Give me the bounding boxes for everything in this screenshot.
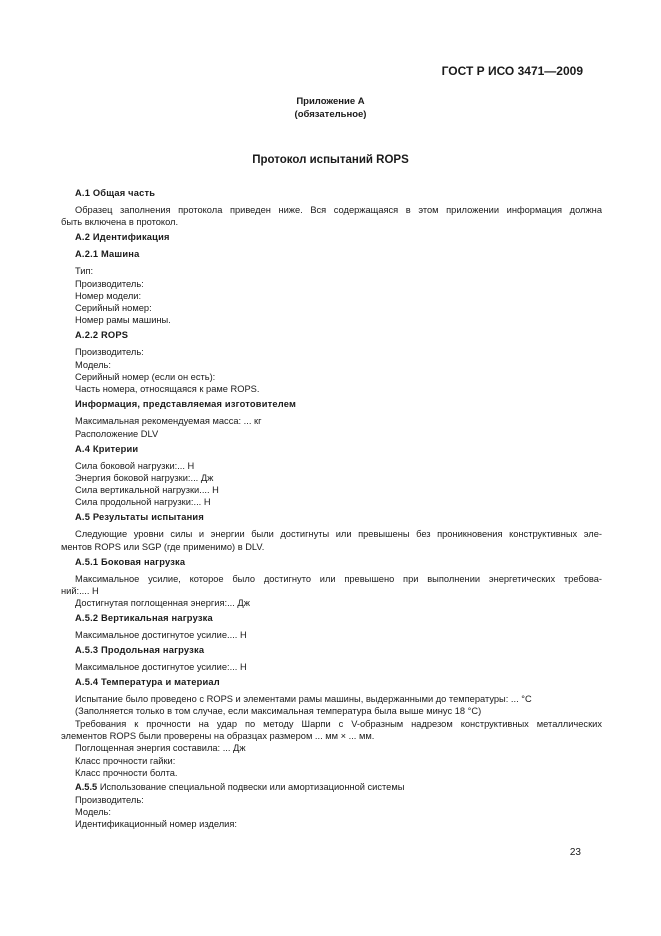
standard-designation: ГОСТ Р ИСО 3471—2009 bbox=[441, 64, 583, 78]
paragraph-continuation: ний:.... Н bbox=[61, 585, 99, 596]
appendix-heading bbox=[0, 95, 661, 121]
appendix-status: (обязательное) bbox=[294, 109, 367, 120]
section-heading: А.5 Результаты испытания bbox=[75, 512, 204, 523]
form-field-line: Производитель: bbox=[75, 278, 144, 289]
form-field-line: Сила продольной нагрузки:... Н bbox=[75, 497, 211, 508]
form-field-line: Модель: bbox=[75, 359, 111, 370]
form-field-line: Поглощенная энергия составила: ... Дж bbox=[75, 743, 246, 754]
section-heading: А.2.2 ROPS bbox=[75, 330, 129, 341]
paragraph-line: Образец заполнения протокола приведен ниже. Вся содержащаяся в этом приложении информация должна bbox=[75, 204, 602, 215]
form-field-line: Производитель: bbox=[75, 794, 144, 805]
form-field-line: Класс прочности гайки: bbox=[75, 755, 176, 766]
section-title: Использование специальной подвески или амортизационной системы bbox=[99, 781, 405, 792]
paragraph-continuation: элементов ROPS были проверены на образцах размером ... мм × ... мм. bbox=[61, 731, 375, 742]
section-heading: А.5.3 Продольная нагрузка bbox=[75, 645, 205, 656]
section-heading: А.5.1 Боковая нагрузка bbox=[75, 556, 186, 567]
section-heading: А.5.4 Температура и материал bbox=[75, 677, 220, 688]
section-heading: А.4 Критерии bbox=[75, 443, 139, 454]
paragraph-line: Следующие уровни силы и энергии были достигнуты или превышены без проникновения конструктивных эле- bbox=[75, 529, 602, 540]
form-field-line: Сила боковой нагрузки:... Н bbox=[75, 460, 195, 471]
section-heading bbox=[61, 781, 602, 793]
form-field-line: Номер рамы машины. bbox=[75, 315, 171, 326]
form-field-line: Энергия боковой нагрузки:... Дж bbox=[75, 472, 214, 483]
form-field-line: Расположение DLV bbox=[75, 428, 159, 439]
form-field-line: (Заполняется только в том случае, если максимальная температура была выше минус 18 °С) bbox=[75, 706, 482, 717]
paragraph-continuation: быть включена в протокол. bbox=[61, 217, 179, 228]
form-field-line: Максимальное достигнутое усилие:... Н bbox=[75, 662, 247, 673]
document-body bbox=[61, 187, 602, 831]
form-field-line: Сила вертикальной нагрузки.... Н bbox=[75, 485, 219, 496]
form-field-line: Испытание было проведено с ROPS и элементами рамы машины, выдержанными до температуры: ... °С bbox=[75, 694, 532, 705]
section-heading: Информация, представляемая изготовителем bbox=[75, 399, 297, 410]
form-field-line: Тип: bbox=[75, 266, 94, 277]
appendix-label: Приложение А bbox=[296, 96, 365, 107]
form-field-line: Серийный номер (если он есть): bbox=[75, 371, 216, 382]
form-field-line: Производитель: bbox=[75, 347, 144, 358]
form-field-line: Максимальная рекомендуемая масса: ... кг bbox=[75, 416, 262, 427]
form-field-line: Достигнутая поглощенная энергия:... Дж bbox=[75, 598, 250, 609]
form-field-line: Максимальное достигнутое усилие.... Н bbox=[75, 630, 247, 641]
form-field-line: Серийный номер: bbox=[75, 303, 152, 314]
paragraph-line: Максимальное усилие, которое было достигнуто или превышено при выполнении энергетических требова- bbox=[75, 573, 602, 584]
form-field-line: Модель: bbox=[75, 807, 111, 818]
section-number: А.5.5 bbox=[75, 781, 98, 792]
form-field-line: Номер модели: bbox=[75, 290, 142, 301]
page-number: 23 bbox=[569, 847, 581, 858]
page-title: Протокол испытаний ROPS bbox=[252, 154, 409, 166]
section-heading: А.1 Общая часть bbox=[75, 188, 156, 198]
paragraph-line: Требования к прочности на удар по методу Шарпи с V-образным надрезом конструктивных металлических bbox=[75, 718, 602, 729]
form-field-line: Идентификационный номер изделия: bbox=[75, 819, 237, 830]
section-heading: А.2 Идентификация bbox=[75, 232, 170, 243]
section-heading: А.2.1 Машина bbox=[75, 249, 140, 260]
section-heading: А.5.2 Вертикальная нагрузка bbox=[75, 613, 213, 624]
paragraph-continuation: ментов ROPS или SGP (где применимо) в DLV. bbox=[61, 541, 265, 552]
form-field-line: Часть номера, относящаяся к раме ROPS. bbox=[75, 384, 260, 395]
form-field-line: Класс прочности болта. bbox=[75, 767, 178, 778]
